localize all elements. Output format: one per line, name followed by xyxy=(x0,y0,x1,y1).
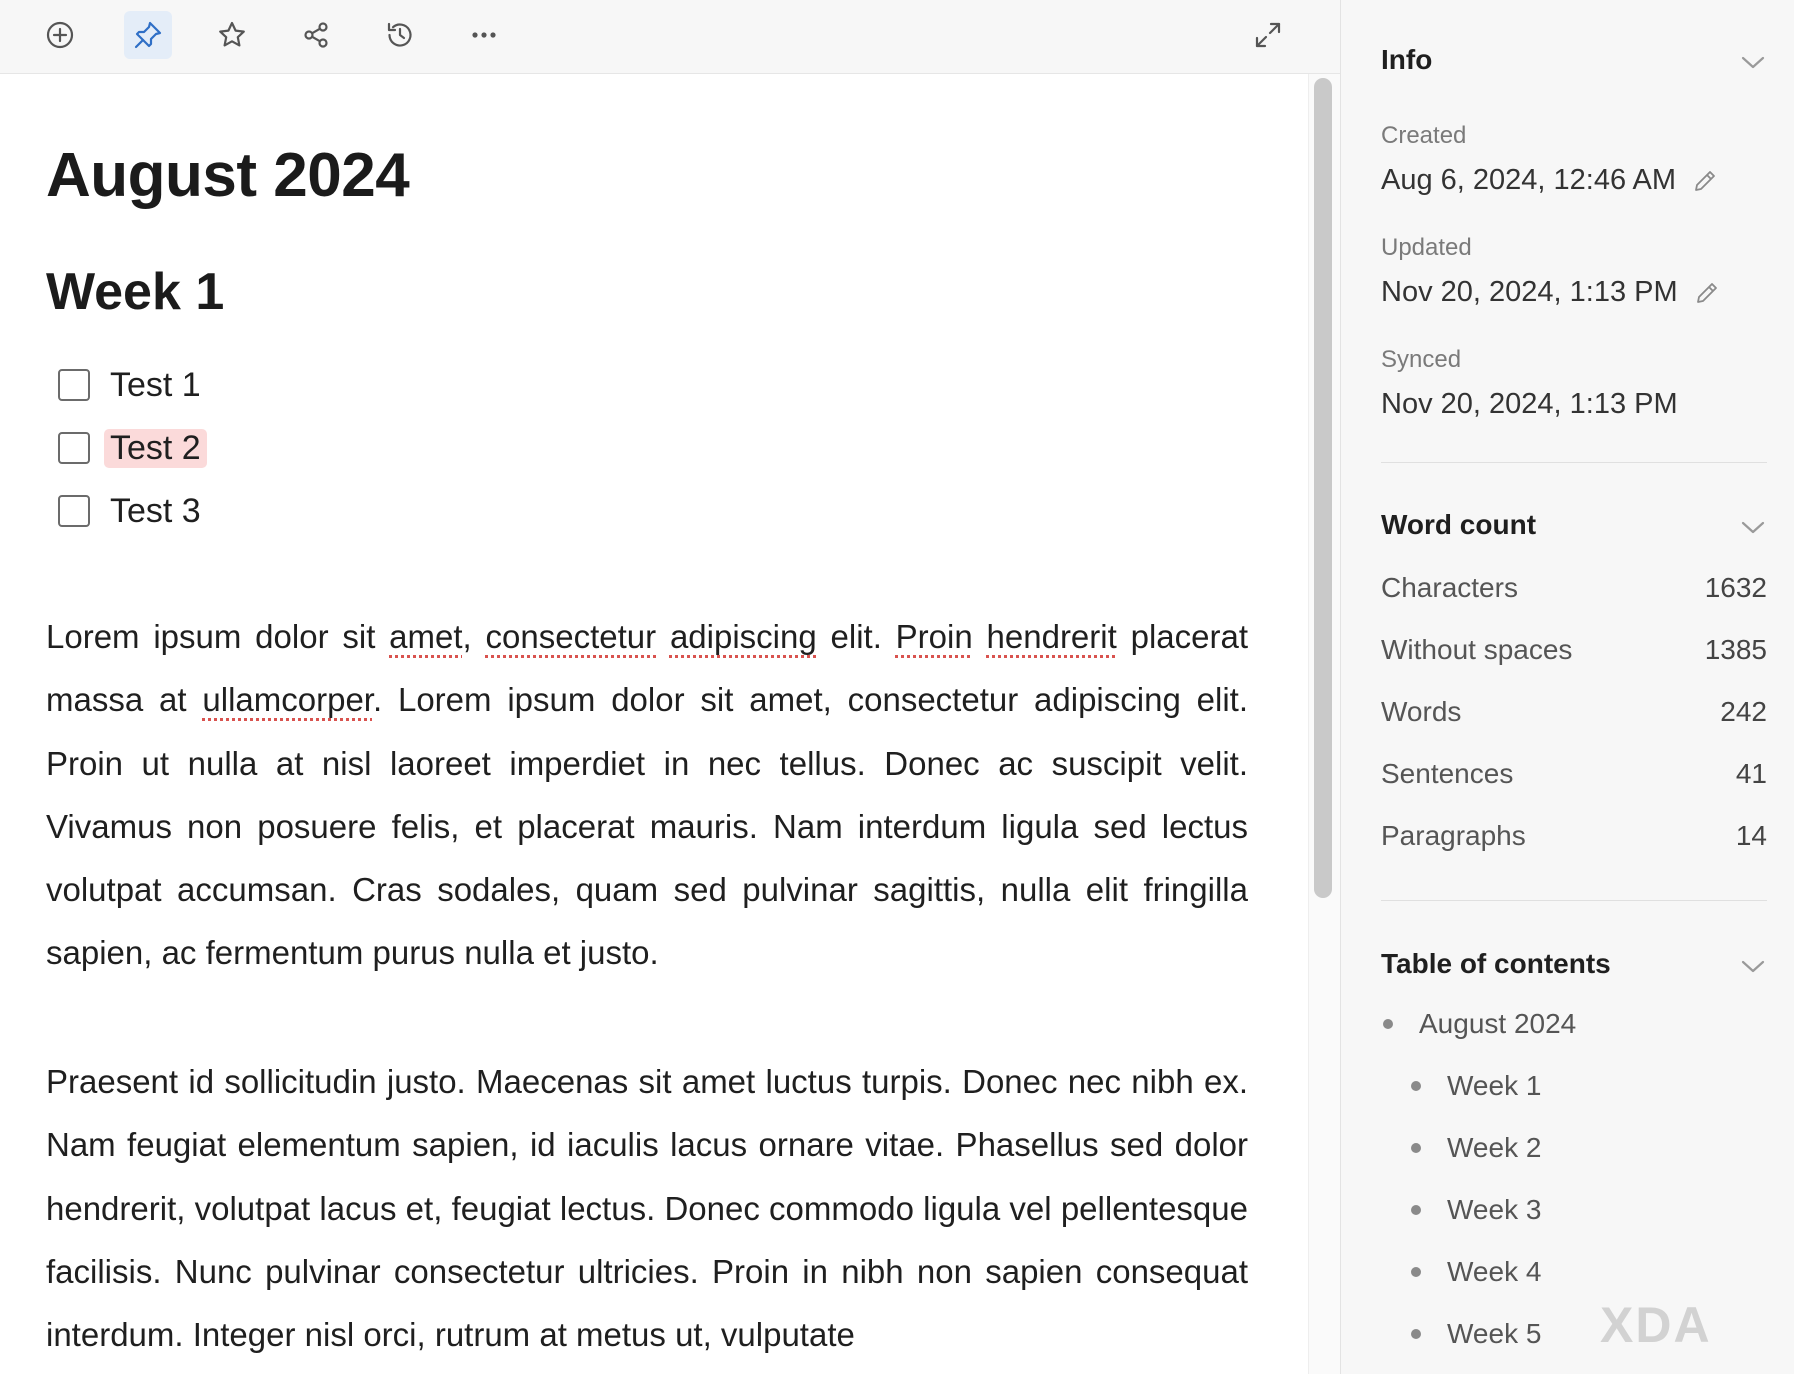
task-checkbox[interactable] xyxy=(58,432,90,464)
created-date: Aug 6, 2024, 12:46 AM xyxy=(1381,164,1677,196)
toc-item[interactable] xyxy=(1411,1194,1541,1226)
text-run xyxy=(656,618,670,655)
section-heading[interactable]: Week 1 xyxy=(46,263,225,321)
word-count-label: Characters xyxy=(1381,572,1518,603)
toc-item-label: Week 3 xyxy=(1447,1194,1542,1225)
favorite-button[interactable] xyxy=(208,11,256,59)
word-count-label: Without spaces xyxy=(1381,634,1573,665)
text-run: elit. xyxy=(816,618,896,655)
toc-title[interactable]: Table of contents xyxy=(1381,948,1611,979)
spelling-error[interactable]: consectetur xyxy=(485,618,657,655)
bullet-icon xyxy=(1411,1081,1421,1091)
pencil-icon[interactable] xyxy=(1692,168,1718,194)
history-icon xyxy=(384,19,416,51)
text-run: Lorem ipsum dolor sit xyxy=(46,618,390,655)
text-run: placerat massa at xyxy=(46,618,1248,719)
chevron-down-icon[interactable] xyxy=(1739,517,1767,537)
task-checkbox[interactable] xyxy=(58,495,90,527)
text-run: . Lorem ipsum dolor sit amet, consectetur adipiscing elit. Proin ut nulla at nisl laoreet imperdiet in nec tellus. Donec ac suscipit velit. Vivamus non posuere felis, et placerat mauris. Nam interdum ligula sed lectus volutpat accumsan. Cras sodales, quam sed pulvinar sagittis, nulla elit fringilla sapien, ac fermentum purus nulla et justo. xyxy=(46,681,1248,972)
add-icon xyxy=(44,19,76,51)
toc-item[interactable] xyxy=(1383,1008,1576,1040)
toc-item-label: Week 1 xyxy=(1447,1070,1542,1101)
task-label[interactable]: Test 3 xyxy=(110,491,201,530)
task-label-highlighted[interactable]: Test 2 xyxy=(104,429,207,468)
chevron-down-icon[interactable] xyxy=(1739,52,1767,72)
body-paragraph[interactable]: Praesent id sollicitudin justo. Maecenas sit amet luctus turpis. Donec nec nibh ex. Nam feugiat elementum sapien, id iaculis lacus ornare vitae. Phasellus sed dolor hendrerit, volutpat lacus et, feugiat lectus. Donec commodo ligula vel pellentesque facilisis. Nunc pulvinar consectetur ultricies. Proin in nibh non sapien consequat interdum. Integer nisl orci, rutrum at metus ut, vulputate xyxy=(46,1063,1248,1354)
task-item xyxy=(58,363,207,407)
text-run: , xyxy=(462,618,486,655)
updated-label: Updated xyxy=(1381,234,1472,261)
word-count-row xyxy=(1381,754,1767,794)
info-section-title[interactable]: Info xyxy=(1381,44,1433,75)
word-count-value: 14 xyxy=(1735,820,1767,851)
more-button[interactable] xyxy=(460,11,508,59)
toc-item-label: Week 2 xyxy=(1447,1132,1542,1163)
body-paragraph[interactable] xyxy=(46,605,1248,985)
word-count-value: 242 xyxy=(1720,696,1767,727)
expand-icon xyxy=(1252,19,1284,51)
bullet-icon xyxy=(1411,1267,1421,1277)
word-count-label: Sentences xyxy=(1381,758,1514,789)
bullet-icon xyxy=(1411,1143,1421,1153)
history-button[interactable] xyxy=(376,11,424,59)
share-icon xyxy=(300,19,332,51)
created-label: Created xyxy=(1381,122,1467,149)
bullet-icon xyxy=(1411,1329,1421,1339)
share-button[interactable] xyxy=(292,11,340,59)
synced-date: Nov 20, 2024, 1:13 PM xyxy=(1381,388,1678,420)
word-count-label: Paragraphs xyxy=(1381,820,1526,851)
toc-item[interactable] xyxy=(1411,1256,1541,1288)
more-icon xyxy=(468,19,500,51)
bullet-icon xyxy=(1383,1019,1393,1029)
task-item xyxy=(58,426,207,470)
section-divider xyxy=(1381,462,1767,463)
word-count-value: 1632 xyxy=(1704,572,1767,603)
text-run xyxy=(973,618,987,655)
pencil-icon[interactable] xyxy=(1694,280,1720,306)
document-title[interactable]: August 2024 xyxy=(46,141,410,210)
word-count-row xyxy=(1381,568,1767,608)
toc-item-label: Week 4 xyxy=(1447,1256,1542,1287)
task-label[interactable]: Test 1 xyxy=(110,365,201,404)
word-count-row xyxy=(1381,630,1767,670)
word-count-title[interactable]: Word count xyxy=(1381,509,1537,540)
section-divider xyxy=(1381,900,1767,901)
word-count-value: 41 xyxy=(1735,758,1767,789)
word-count-row xyxy=(1381,692,1767,732)
expand-button[interactable] xyxy=(1244,11,1292,59)
toc-item[interactable] xyxy=(1411,1070,1541,1102)
pin-button[interactable] xyxy=(124,11,172,59)
pin-icon xyxy=(132,19,164,51)
star-icon xyxy=(216,19,248,51)
spelling-error[interactable]: ullamcorper xyxy=(202,681,373,719)
updated-value xyxy=(1381,276,1720,309)
word-count-value: 1385 xyxy=(1704,634,1767,665)
toc-item-label: Week 5 xyxy=(1447,1318,1542,1349)
task-item xyxy=(58,489,207,533)
created-value xyxy=(1381,164,1718,197)
synced-label: Synced xyxy=(1381,346,1462,373)
toc-item[interactable] xyxy=(1411,1132,1541,1164)
watermark-logo: XDA xyxy=(1600,1297,1712,1353)
updated-date: Nov 20, 2024, 1:13 PM xyxy=(1381,276,1678,308)
synced-value xyxy=(1381,388,1678,421)
add-button[interactable] xyxy=(36,11,84,59)
toc-item[interactable] xyxy=(1411,1318,1541,1350)
toc-item-label: August 2024 xyxy=(1419,1008,1577,1039)
spelling-error[interactable]: adipiscing xyxy=(669,618,817,655)
task-checkbox[interactable] xyxy=(58,369,90,401)
info-sidebar xyxy=(1340,0,1794,1374)
spelling-error[interactable]: Proin xyxy=(895,618,973,655)
chevron-down-icon[interactable] xyxy=(1739,956,1767,976)
spelling-error[interactable]: hendrerit xyxy=(986,618,1117,655)
bullet-icon xyxy=(1411,1205,1421,1215)
word-count-label: Words xyxy=(1381,696,1462,727)
word-count-row xyxy=(1381,816,1767,856)
spelling-error[interactable]: amet xyxy=(389,618,463,655)
toolbar xyxy=(0,0,1340,74)
scrollbar-thumb[interactable] xyxy=(1314,78,1332,898)
